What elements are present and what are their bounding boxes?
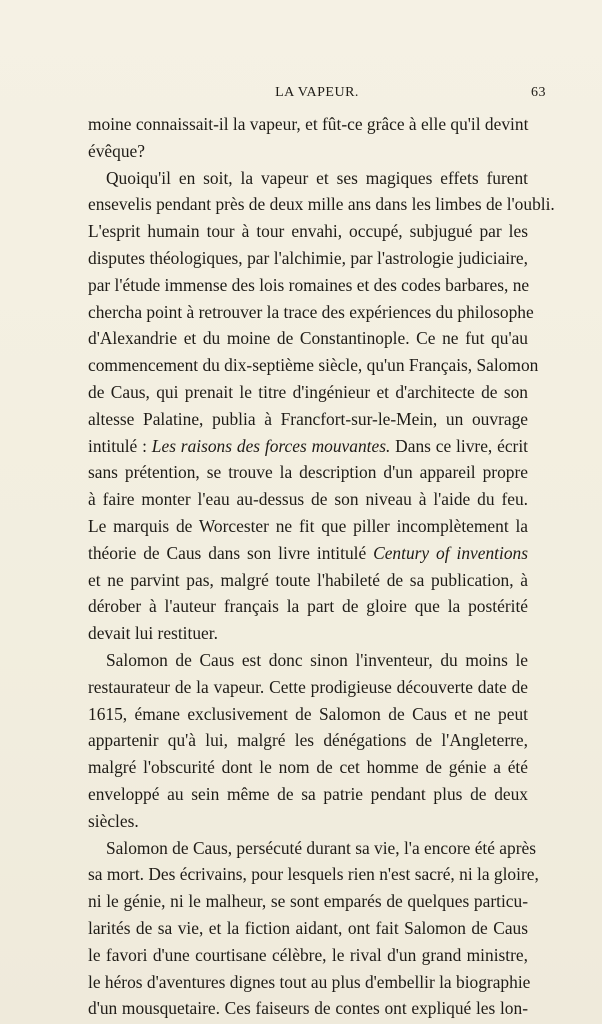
- text-line: dérober à l'auteur français la part de gloire que la postérité: [88, 596, 528, 617]
- text-line: devait lui restituer.: [88, 623, 218, 644]
- text-line: le favori d'une courtisane célèbre, le rival d'un grand ministre,: [88, 944, 528, 965]
- text-line: et ne parvint pas, malgré toute l'habileté de sa publication, à: [88, 569, 528, 590]
- running-title: LA VAPEUR.: [275, 85, 359, 100]
- text-line: de Caus, qui prenait le titre d'ingénieur et d'architecte de son: [88, 381, 528, 402]
- paragraph: [88, 111, 528, 165]
- text-line: moine connaissait-il la vapeur, et fût-ce grâce à elle qu'il devint: [88, 114, 529, 134]
- text-line: malgré l'obscurité dont le nom de cet homme de génie a été: [88, 757, 528, 778]
- text-line: intitulé : Les raisons des forces mouvantes. Dans ce livre, écrit: [88, 435, 528, 456]
- text-line: d'un mousquetaire. Ces faiseurs de contes ont expliqué les lon-: [88, 998, 528, 1019]
- text-line: d'Alexandrie et du moine de Constantinople. Ce ne fut qu'au: [88, 328, 528, 349]
- text-line: commencement du dix-septième siècle, qu'un Français, Salomon: [88, 355, 539, 376]
- text-line: à faire monter l'eau au-dessus de son niveau à l'aide du feu.: [88, 489, 528, 510]
- text-line: Salomon de Caus, persécuté durant sa vie, l'a encore été après: [106, 837, 537, 858]
- text-line: théorie de Caus dans son livre intitulé Century of inventions: [88, 542, 528, 563]
- text-line: par l'étude immense des lois romaines et des codes barbares, ne: [88, 274, 530, 295]
- italic-title: Les raisons des forces mouvantes.: [151, 435, 391, 456]
- body-text: [88, 111, 555, 1022]
- text-line: altesse Palatine, publia à Francfort-sur-le-Mein, un ouvrage: [88, 408, 528, 429]
- paragraph: [88, 835, 539, 1023]
- text-line: sans prétention, se trouve la description d'un appareil propre: [88, 462, 528, 483]
- text-line: larités de sa vie, et la fiction aidant, ont fait Salomon de Caus: [88, 917, 528, 938]
- text-line: sa mort. Des écrivains, pour lesquels rien n'est sacré, ni la gloire,: [88, 864, 539, 885]
- text-line: Le marquis de Worcester ne fit que piller incomplètement la: [88, 515, 528, 536]
- text-line: appartenir qu'à lui, malgré les dénégations de l'Angleterre,: [88, 730, 528, 751]
- page-header: [88, 85, 546, 105]
- text-line: L'esprit humain tour à tour envahi, occupé, subjugué par les: [88, 221, 528, 242]
- text-line: siècles.: [88, 810, 139, 831]
- text-line: Salomon de Caus est donc sinon l'inventeur, du moins le: [106, 649, 528, 670]
- text-line: le héros d'aventures dignes tout au plus d'embellir la biographie: [88, 971, 531, 992]
- text-line: ensevelis pendant près de deux mille ans dans les limbes de l'oubli.: [88, 194, 555, 215]
- paragraph: [88, 647, 528, 835]
- text-line: chercha point à retrouver la trace des expériences du philosophe: [88, 301, 534, 322]
- text-line: Quoiqu'il en soit, la vapeur et ses magiques effets furent: [106, 167, 528, 188]
- text-line: disputes théologiques, par l'alchimie, par l'astrologie judiciaire,: [88, 247, 528, 268]
- italic-title: Century of inventions: [373, 542, 528, 563]
- text-line: évêque?: [88, 140, 145, 161]
- text-line: enveloppé au sein même de sa patrie pendant plus de deux: [88, 783, 528, 804]
- text-line: ni le génie, ni le malheur, se sont emparés de quelques particu-: [88, 891, 528, 912]
- text-line: restaurateur de la vapeur. Cette prodigieuse découverte date de: [88, 676, 528, 697]
- paragraph: [88, 165, 555, 647]
- page-number: 63: [531, 85, 546, 100]
- text-line: 1615, émane exclusivement de Salomon de Caus et ne peut: [88, 703, 528, 724]
